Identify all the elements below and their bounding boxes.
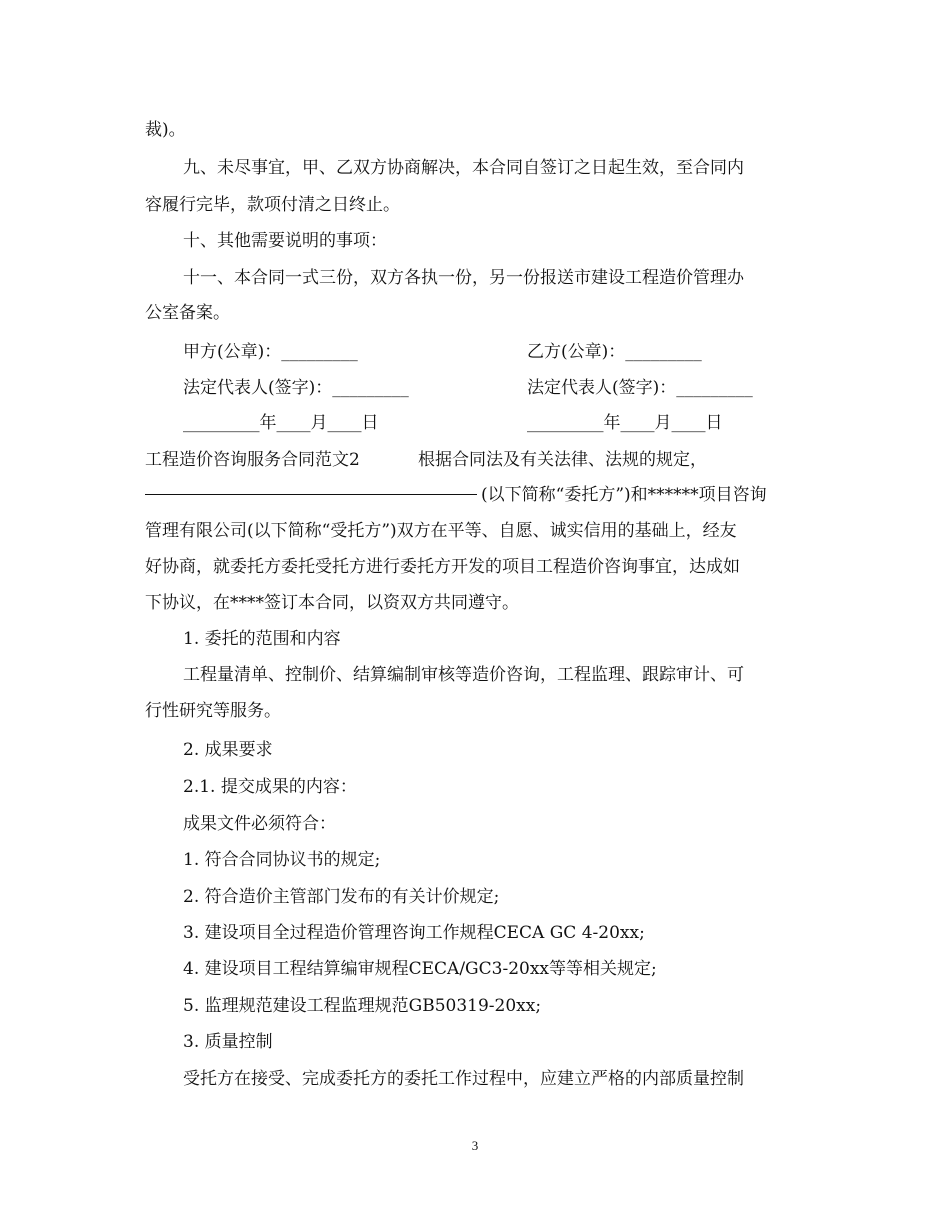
party-a-date: _________年____月____日 [183, 413, 379, 433]
paragraph-line: 公室备案。 [145, 303, 230, 323]
subsection-heading: 2.1. 提交成果的内容： [183, 777, 357, 797]
paragraph-line: 根据合同法及有关法律、法规的规定， [418, 450, 707, 470]
paragraph-line: 容履行完毕，款项付清之日终止。 [145, 195, 400, 215]
paragraph-line: 九、未尽事宜，甲、乙双方协商解决，本合同自签订之日起生效，至合同内 [183, 158, 744, 178]
section-heading: 3. 质量控制 [183, 1032, 273, 1052]
list-item: 1. 符合合同协议书的规定; [183, 850, 381, 870]
paragraph-line: 工程量清单、控制价、结算编制审核等造价咨询，工程监理、跟踪审计、可 [183, 665, 744, 685]
party-a-seal: 甲方(公章)：_________ [183, 342, 358, 362]
client-blank-line [145, 494, 477, 495]
paragraph-line: 行性研究等服务。 [145, 701, 281, 721]
paragraph-line: 十、其他需要说明的事项： [183, 231, 387, 251]
list-item: 4. 建设项目工程结算编审规程CECA/GC3-20xx等等相关规定; [183, 959, 657, 979]
paragraph-line: 裁)。 [145, 120, 186, 140]
paragraph-line: 十一、本合同一式三份，双方各执一份，另一份报送市建设工程造价管理办 [183, 268, 744, 288]
paragraph-line: 成果文件必须符合： [183, 814, 336, 834]
party-b-seal: 乙方(公章)：_________ [527, 342, 702, 362]
paragraph-line: (以下简称“委托方”)和******项目咨询 [481, 485, 767, 505]
section-title: 工程造价咨询服务合同范文2 [145, 450, 360, 470]
section-heading: 2. 成果要求 [183, 740, 273, 760]
party-b-date: _________年____月____日 [527, 413, 723, 433]
paragraph-line: 下协议，在****签订本合同，以资双方共同遵守。 [145, 593, 519, 613]
party-a-representative: 法定代表人(签字)：_________ [183, 378, 409, 398]
paragraph-line: 好协商，就委托方委托受托方进行委托方开发的项目工程造价咨询事宜，达成如 [145, 557, 740, 577]
list-item: 5. 监理规范建设工程监理规范GB50319-20xx; [183, 996, 542, 1016]
page-number: 3 [471, 1138, 479, 1153]
party-b-representative: 法定代表人(签字)：_________ [527, 378, 753, 398]
list-item: 3. 建设项目全过程造价管理咨询工作规程CECA GC 4-20xx; [183, 923, 645, 943]
list-item: 2. 符合造价主管部门发布的有关计价规定; [183, 887, 500, 907]
paragraph-line: 管理有限公司(以下简称“受托方”)双方在平等、自愿、诚实信用的基础上，经友 [145, 521, 737, 541]
paragraph-line: 受托方在接受、完成委托方的委托工作过程中，应建立严格的内部质量控制 [183, 1069, 744, 1089]
section-heading: 1. 委托的范围和内容 [183, 629, 341, 649]
